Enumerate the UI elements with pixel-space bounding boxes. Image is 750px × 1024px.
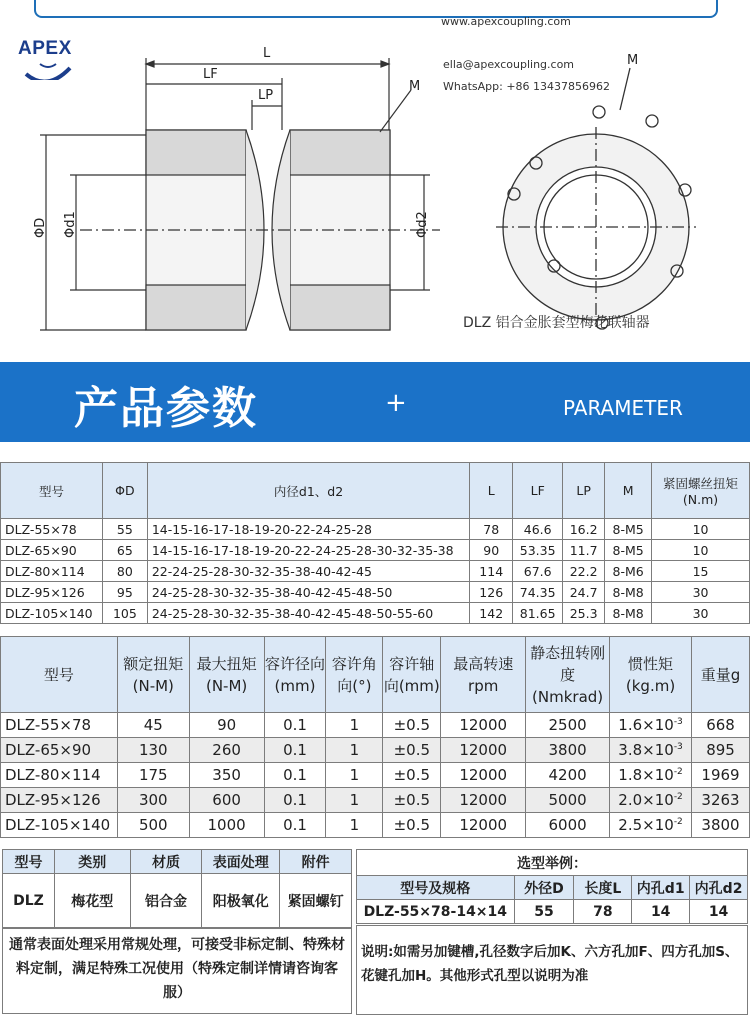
label-phid1: Φd1: [63, 211, 78, 238]
table-cell: ±0.5: [383, 763, 441, 788]
table-cell: 3800: [692, 813, 750, 838]
table-cell: 6000: [526, 813, 610, 838]
label-phiD: ΦD: [33, 217, 48, 238]
table-cell: [610, 788, 692, 813]
website-text: www.apexcoupling.com: [441, 15, 571, 28]
table-header: 内孔d2: [690, 876, 748, 900]
table-cell: ±0.5: [383, 738, 441, 763]
table-row: [1, 582, 750, 603]
table-cell: 55: [102, 519, 147, 540]
table-header: ΦD: [102, 463, 147, 519]
table-row: [1, 788, 750, 813]
label-LP: LP: [258, 88, 274, 103]
drawing-caption: DLZ 铝合金胀套型梅花联轴器: [463, 315, 650, 331]
bore-note: 说明:如需另加键槽,孔径数字后加K、六方孔加F、四方孔加S、花键孔加H。其他形式孔型以说明为准: [356, 925, 748, 1015]
inertia-base: 1.6×10: [618, 716, 674, 734]
table-cell: [610, 713, 692, 738]
front-view: [496, 68, 696, 329]
table-row: [1, 603, 750, 624]
table-cell: 1000: [189, 813, 264, 838]
table-cell: 紧固螺钉: [280, 874, 352, 928]
table-cell: 105: [102, 603, 147, 624]
inertia-base: 3.8×10: [618, 741, 674, 759]
table-cell: 30: [652, 603, 750, 624]
table-cell: 142: [470, 603, 513, 624]
table-header: 容许轴向(mm): [383, 637, 441, 713]
table-cell: 1: [326, 813, 383, 838]
table-row: [1, 738, 750, 763]
table-cell: 阳极氧化: [202, 874, 280, 928]
table-cell: 12000: [441, 713, 526, 738]
table-cell: 4200: [526, 763, 610, 788]
table-cell: [610, 813, 692, 838]
table-row: [1, 813, 750, 838]
table-cell: 175: [117, 763, 189, 788]
table-header: 额定扭矩(N-M): [117, 637, 189, 713]
banner-title-en: PARAMETER: [563, 396, 683, 420]
table-cell: 1969: [692, 763, 750, 788]
table-cell: 24.7: [563, 582, 605, 603]
table-cell: 12000: [441, 813, 526, 838]
selection-example-table: [356, 849, 748, 924]
label-M2: M: [627, 53, 639, 68]
inertia-base: 2.5×10: [618, 816, 674, 834]
table-cell: DLZ-65×90: [1, 738, 118, 763]
inertia-base: 2.0×10: [618, 791, 674, 809]
table-cell: 90: [470, 540, 513, 561]
table-cell: 24-25-28-30-32-35-38-40-42-45-48-50: [147, 582, 469, 603]
table-cell: 114: [470, 561, 513, 582]
table-header: 重量g: [692, 637, 750, 713]
table-header: 内径d1、d2: [147, 463, 469, 519]
table-cell: 45: [117, 713, 189, 738]
table-header-row: [3, 850, 352, 874]
coupling-technical-drawing: [20, 40, 740, 340]
table-cell: 8-M6: [605, 561, 652, 582]
table-cell: ±0.5: [383, 813, 441, 838]
table-cell: 0.1: [264, 763, 326, 788]
product-info-table: [2, 849, 352, 928]
table-row: [1, 713, 750, 738]
selection-title: 选型举例：: [357, 850, 748, 876]
table-cell: 5000: [526, 788, 610, 813]
table-cell: 600: [189, 788, 264, 813]
table-cell: 500: [117, 813, 189, 838]
table-cell: 14: [690, 900, 748, 924]
table-cell: ±0.5: [383, 713, 441, 738]
table-cell: DLZ-55×78: [1, 713, 118, 738]
table-row: [3, 874, 352, 928]
table-header: 静态扭转刚度(Nmkrad): [526, 637, 610, 713]
table-cell: 8-M8: [605, 603, 652, 624]
table-cell: DLZ-65×90: [1, 540, 103, 561]
table-cell: DLZ-105×140: [1, 603, 103, 624]
table-cell: DLZ-95×126: [1, 788, 118, 813]
table-cell: 14-15-16-17-18-19-20-22-24-25-28: [147, 519, 469, 540]
table-cell: 0.1: [264, 713, 326, 738]
table-cell: 80: [102, 561, 147, 582]
inertia-exponent: -3: [673, 717, 683, 727]
table-header-row: [357, 876, 748, 900]
table-header: 材质: [130, 850, 202, 874]
customization-note: 通常表面处理采用常规处理，可接受非标定制、特殊材料定制，满足特殊工况使用（特殊定制详情请咨询客服）: [2, 928, 352, 1014]
table-cell: 14: [632, 900, 690, 924]
table-cell: 11.7: [563, 540, 605, 561]
table-row: [1, 519, 750, 540]
table-header: 类别: [54, 850, 130, 874]
table-row: [1, 540, 750, 561]
logo-text: APEX: [18, 38, 72, 59]
table-cell: 1: [326, 763, 383, 788]
table-cell: DLZ-55×78-14×14: [357, 900, 515, 924]
inertia-exponent: -3: [673, 742, 683, 752]
table-cell: 8-M8: [605, 582, 652, 603]
inertia-exponent: -2: [673, 792, 683, 802]
table-title-row: [357, 850, 748, 876]
table-cell: 78: [574, 900, 632, 924]
table-cell: 130: [117, 738, 189, 763]
table-cell: 65: [102, 540, 147, 561]
label-phid2: Φd2: [415, 211, 430, 238]
table-header: 最大扭矩(N-M): [189, 637, 264, 713]
table-header: 型号及规格: [357, 876, 515, 900]
table-cell: 53.35: [513, 540, 563, 561]
label-LF: LF: [203, 67, 218, 82]
table-cell: 300: [117, 788, 189, 813]
table-row: [1, 763, 750, 788]
table-header: 惯性矩(kg.m): [610, 637, 692, 713]
table-cell: 梅花型: [54, 874, 130, 928]
table-header: 内孔d1: [632, 876, 690, 900]
table-cell: DLZ-80×114: [1, 561, 103, 582]
table-cell: 67.6: [513, 561, 563, 582]
table-header-row: [1, 637, 750, 713]
table-header: 长度L: [574, 876, 632, 900]
table-cell: 0.1: [264, 738, 326, 763]
table-header-row: [1, 463, 750, 519]
table-header: 型号: [1, 463, 103, 519]
table-cell: ±0.5: [383, 788, 441, 813]
table-header: 附件: [280, 850, 352, 874]
table-cell: DLZ: [3, 874, 55, 928]
table-cell: 126: [470, 582, 513, 603]
table-header: 型号: [3, 850, 55, 874]
table-header: 容许径向(mm): [264, 637, 326, 713]
inertia-exponent: -2: [673, 767, 683, 777]
whatsapp-text: WhatsApp: +86 13437856962: [443, 80, 611, 93]
table-cell: 55: [514, 900, 574, 924]
table-cell: 350: [189, 763, 264, 788]
table-cell: 895: [692, 738, 750, 763]
table-cell: 10: [652, 519, 750, 540]
side-view: [40, 58, 440, 330]
table-cell: 3263: [692, 788, 750, 813]
table-cell: 3800: [526, 738, 610, 763]
table-header: 外径D: [514, 876, 574, 900]
table-cell: 1: [326, 713, 383, 738]
table-cell: 12000: [441, 788, 526, 813]
table-cell: [610, 738, 692, 763]
table-cell: 14-15-16-17-18-19-20-22-24-25-28-30-32-35-38: [147, 540, 469, 561]
table-header: 最高转速rpm: [441, 637, 526, 713]
table-header: LF: [513, 463, 563, 519]
table-header: M: [605, 463, 652, 519]
table-header: L: [470, 463, 513, 519]
table-cell: 22.2: [563, 561, 605, 582]
table-cell: 12000: [441, 738, 526, 763]
label-L: L: [263, 46, 271, 61]
table-cell: 81.65: [513, 603, 563, 624]
inertia-exponent: -2: [673, 817, 683, 827]
inertia-base: 1.8×10: [618, 766, 674, 784]
table-cell: 8-M5: [605, 519, 652, 540]
table-header: 型号: [1, 637, 118, 713]
table-cell: DLZ-55×78: [1, 519, 103, 540]
table-cell: 74.35: [513, 582, 563, 603]
table-cell: [610, 763, 692, 788]
table-header: 表面处理: [202, 850, 280, 874]
table-cell: DLZ-105×140: [1, 813, 118, 838]
table-cell: 260: [189, 738, 264, 763]
table-cell: 90: [189, 713, 264, 738]
table-row: [1, 561, 750, 582]
top-frame: [34, 0, 718, 18]
table-cell: 46.6: [513, 519, 563, 540]
label-M: M: [409, 79, 421, 94]
table-cell: 15: [652, 561, 750, 582]
table-cell: DLZ-95×126: [1, 582, 103, 603]
banner-plus: +: [385, 388, 407, 418]
table-cell: 16.2: [563, 519, 605, 540]
table-cell: 0.1: [264, 813, 326, 838]
email-text: ella@apexcoupling.com: [443, 58, 575, 71]
table-cell: 2500: [526, 713, 610, 738]
table-cell: 10: [652, 540, 750, 561]
performance-table: [0, 636, 750, 838]
table-cell: 1: [326, 788, 383, 813]
table-cell: 铝合金: [130, 874, 202, 928]
table-cell: 668: [692, 713, 750, 738]
table-cell: 24-25-28-30-32-35-38-40-42-45-48-50-55-60: [147, 603, 469, 624]
table-cell: 95: [102, 582, 147, 603]
table-cell: 1: [326, 738, 383, 763]
table-cell: 22-24-25-28-30-32-35-38-40-42-45: [147, 561, 469, 582]
table-cell: 8-M5: [605, 540, 652, 561]
table-header: 容许角向(°): [326, 637, 383, 713]
table-cell: DLZ-80×114: [1, 763, 118, 788]
banner-title-cn: 产品参数: [74, 383, 258, 434]
table-cell: 78: [470, 519, 513, 540]
table-cell: 0.1: [264, 788, 326, 813]
dimension-table: [0, 462, 750, 624]
table-header: 紧固螺丝扭矩(N.m): [652, 463, 750, 519]
table-cell: 30: [652, 582, 750, 603]
table-cell: 25.3: [563, 603, 605, 624]
table-header: LP: [563, 463, 605, 519]
table-cell: 12000: [441, 763, 526, 788]
table-row: [357, 900, 748, 924]
